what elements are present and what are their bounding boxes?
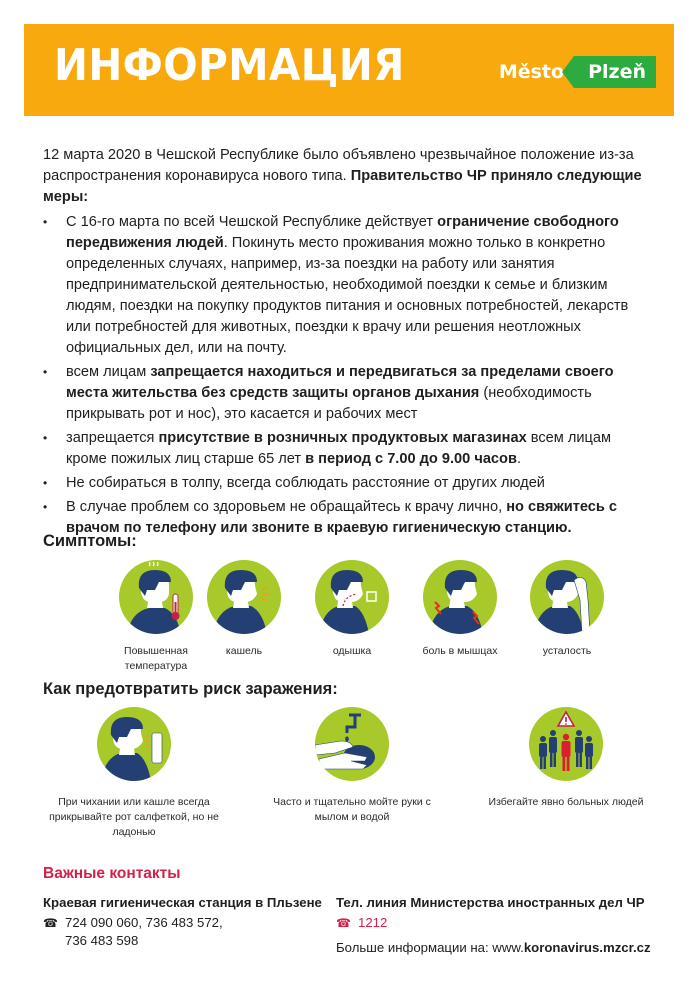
measures-list <box>43 212 653 539</box>
muscle-pain-icon <box>423 560 497 634</box>
symptom-label: одышка <box>332 645 372 657</box>
symptom-fatigue <box>507 560 627 659</box>
symptom-label: кашель <box>225 645 263 657</box>
measure-item: • В случае проблем со здоровьем не обращайтесь к врачу лично, но свяжитесь с врачом по телефону или звоните в краевую гигиеническую станцию. <box>43 497 653 539</box>
logo-word-plzen: Plzeň <box>574 56 656 88</box>
header-banner <box>24 24 674 116</box>
fatigue-icon <box>530 560 604 634</box>
phone-number[interactable]: 1212 <box>358 915 388 930</box>
phone-icon: ☎ <box>43 916 58 930</box>
prevention-label: Избегайте явно больных людей <box>488 796 644 808</box>
symptom-cough <box>184 560 304 659</box>
cough-icon <box>207 560 281 634</box>
contacts-heading: Важные контакты <box>43 865 181 882</box>
main-content <box>43 145 653 542</box>
prevention-handwashing <box>262 707 442 825</box>
symptom-shortness-of-breath <box>292 560 412 659</box>
intro-paragraph: 12 марта 2020 в Чешской Республике было объявлено чрезвычайное положение из-за распространения коронавируса нового типа. Правительство ЧР приняло следующие меры: <box>43 147 642 205</box>
symptom-muscle-pain <box>400 560 520 659</box>
mesto-plzen-logo <box>499 56 656 88</box>
measure-item: • Не собираться в толпу, всегда соблюдать расстояние от других людей <box>43 473 653 494</box>
contact-name: Краевая гигиеническая станция в Пльзене <box>43 895 322 910</box>
measure-item: • всем лицам запрещается находиться и передвигаться за пределами своего места жительства без средств защиты органов дыхания (необходимость прикрывать рот и нос), это касается и рабочих мест <box>43 362 653 425</box>
phone-line <box>43 914 333 950</box>
prevention-label: При чихании или кашле всегда прикрывайте рот салфеткой, но не ладонью <box>49 796 219 838</box>
more-info-line: Больше информации на: www.koronavirus.mzcr.cz <box>336 940 651 955</box>
symptoms-heading: Симптомы: <box>43 532 137 550</box>
shortness-of-breath-icon <box>315 560 389 634</box>
prevention-heading: Как предотвратить риск заражения: <box>43 680 338 698</box>
avoid-sick-people-icon <box>529 707 603 781</box>
sneeze-tissue-icon <box>97 707 171 781</box>
hand-washing-icon <box>315 707 389 781</box>
contact-ministry-hotline <box>336 894 666 957</box>
website-link[interactable]: koronavirus.mzcr.cz <box>523 940 651 955</box>
phone-numbers[interactable]: 724 090 060, 736 483 572, 736 483 598 <box>65 915 223 948</box>
logo-word-mesto: Město <box>498 61 565 83</box>
prevention-tissue <box>44 707 224 840</box>
phone-line <box>336 914 666 932</box>
measure-item: • запрещается присутствие в розничных продуктовых магазинах всем лицам кроме пожилых лиц старше 65 лет в период с 7.00 до 9.00 часов. <box>43 428 653 470</box>
phone-icon: ☎ <box>336 916 351 930</box>
page-title: ИНФОРМАЦИЯ <box>54 40 405 91</box>
prevention-avoid-sick <box>476 707 656 810</box>
prevention-label: Часто и тщательно мойте руки с мылом и водой <box>273 796 431 823</box>
contact-hygiene-station <box>43 894 333 950</box>
measure-item: • С 16-го марта по всей Чешской Республике действует ограничение свободного передвижения людей. Покинуть место проживания можно только в конкретно определенных случаях, например, из-за поездки на работу или занятия предпринимательской деятельностью, необходимой поездки к семье и близким людям, поездки на покупку продуктов питания и основных потребностей, лекарств или потребностей для животных, поездки к врачу или решения неотложных официальных дел, или на почту. <box>43 212 653 359</box>
symptom-label: боль в мышцах <box>422 645 498 657</box>
contact-name: Тел. линия Министерства иностранных дел ЧР <box>336 895 645 910</box>
symptom-label: Повышенная температура <box>124 645 188 672</box>
fever-icon <box>119 560 193 634</box>
symptom-label: усталость <box>542 645 592 657</box>
